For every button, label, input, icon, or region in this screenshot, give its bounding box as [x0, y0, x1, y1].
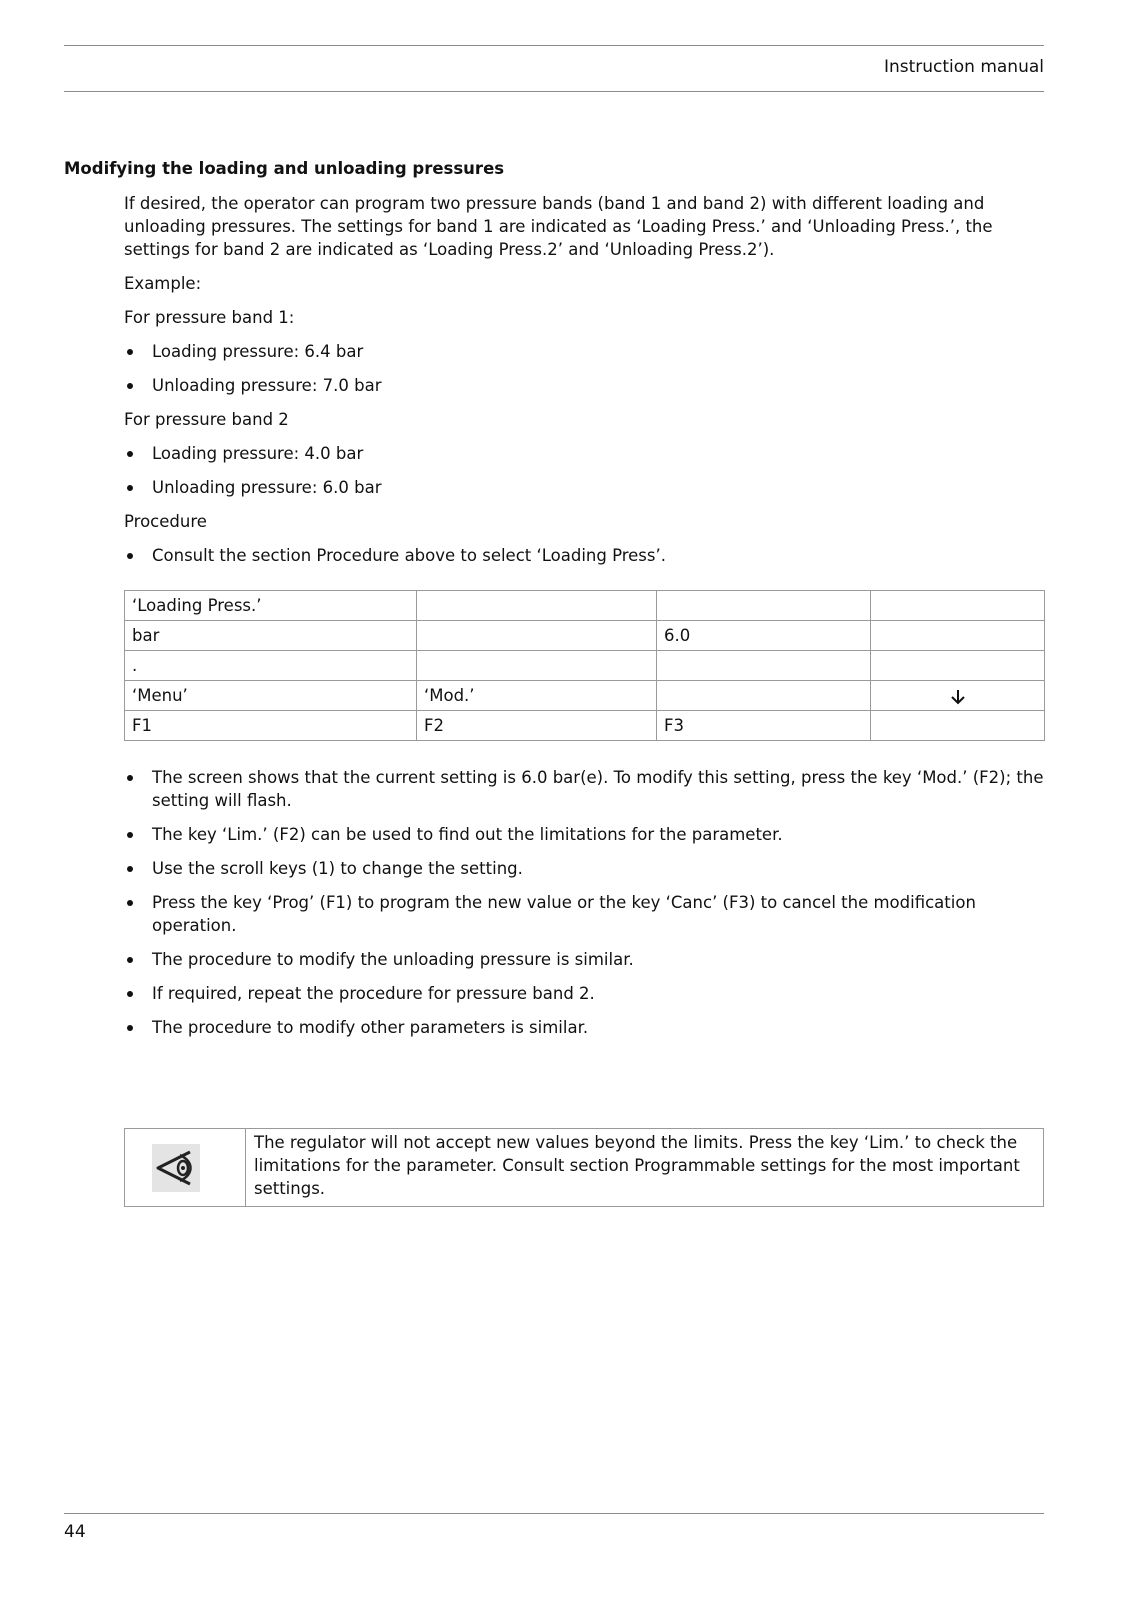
- arrow-down-icon: [949, 688, 967, 706]
- table-cell: [657, 651, 871, 681]
- table-cell: [417, 621, 657, 651]
- page-number: 44: [64, 1522, 86, 1542]
- example-label: Example:: [124, 274, 202, 293]
- table-cell: bar: [125, 621, 417, 651]
- table-row: [125, 651, 1045, 681]
- list-item: The key ‘Lim.’ (F2) can be used to find out the limitations for the parameter.: [124, 823, 1044, 846]
- table-cell: F3: [657, 711, 871, 741]
- section-heading: Modifying the loading and unloading pressures: [64, 159, 505, 178]
- table-row: [125, 1129, 1044, 1207]
- list-item: Unloading pressure: 7.0 bar: [124, 374, 1044, 397]
- note-text: The regulator will not accept new values beyond the limits. Press the key ‘Lim.’ to check the limitations for the parameter. Consult section Programmable settings for the most important settings.: [246, 1129, 1044, 1207]
- procedure-label: Procedure: [124, 512, 207, 531]
- header-title: Instruction manual: [883, 57, 1044, 77]
- eye-icon: [152, 1144, 200, 1192]
- table-cell: ‘Loading Press.’: [125, 591, 417, 621]
- table-cell: [417, 591, 657, 621]
- list-item: Use the scroll keys (1) to change the setting.: [124, 857, 1044, 880]
- table-cell: [871, 681, 1045, 711]
- list-item: Press the key ‘Prog’ (F1) to program the new value or the key ‘Canc’ (F3) to cancel the modification operation.: [124, 891, 1044, 937]
- table-row: [125, 681, 1045, 711]
- table-cell: .: [125, 651, 417, 681]
- table-cell: ‘Mod.’: [417, 681, 657, 711]
- header-rule-top: [64, 45, 1044, 46]
- table-cell: 6.0: [657, 621, 871, 651]
- table-cell: [871, 651, 1045, 681]
- list-item: The screen shows that the current setting is 6.0 bar(e). To modify this setting, press the key ‘Mod.’ (F2); the setting will flash.: [124, 766, 1044, 812]
- table-cell: F2: [417, 711, 657, 741]
- section-body: [124, 192, 1044, 1050]
- table-cell: [871, 621, 1045, 651]
- list-item: Consult the section Procedure above to select ‘Loading Press’.: [124, 544, 1044, 567]
- band1-label: For pressure band 1:: [124, 308, 295, 327]
- list-item: Unloading pressure: 6.0 bar: [124, 476, 1044, 499]
- list-item: The procedure to modify other parameters is similar.: [124, 1016, 1044, 1039]
- header-rule-bottom: [64, 91, 1044, 92]
- note-box: [124, 1128, 1044, 1207]
- table-cell: [657, 591, 871, 621]
- list-item: The procedure to modify the unloading pressure is similar.: [124, 948, 1044, 971]
- table-cell: [417, 651, 657, 681]
- table-cell: F1: [125, 711, 417, 741]
- table-cell: ‘Menu’: [125, 681, 417, 711]
- table-cell: [871, 711, 1045, 741]
- note-icon-cell: [125, 1129, 246, 1207]
- footer-rule: [64, 1513, 1044, 1514]
- table-cell: [871, 591, 1045, 621]
- table-cell: [657, 681, 871, 711]
- list-item: Loading pressure: 4.0 bar: [124, 442, 1044, 465]
- table-row: [125, 591, 1045, 621]
- intro-paragraph: If desired, the operator can program two pressure bands (band 1 and band 2) with different loading and unloading pressures. The settings for band 1 are indicated as ‘Loading Press.’ and ‘Unloading Press.’, the settings for band 2 are indicated as ‘Loading Press.2’ and ‘Unloading Press.2’).: [124, 194, 993, 259]
- band2-label: For pressure band 2: [124, 410, 289, 429]
- display-screen-table: [124, 590, 1045, 741]
- list-item: Loading pressure: 6.4 bar: [124, 340, 1044, 363]
- table-row: [125, 711, 1045, 741]
- list-item: If required, repeat the procedure for pressure band 2.: [124, 982, 1044, 1005]
- table-row: [125, 621, 1045, 651]
